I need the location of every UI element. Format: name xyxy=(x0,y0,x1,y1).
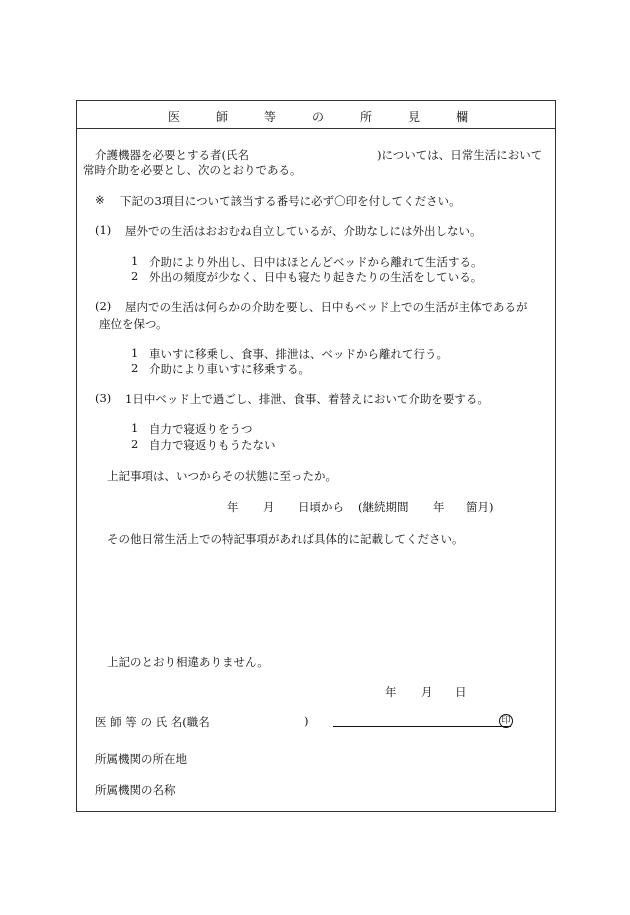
section-2-option-2-text: 介助により車いすに移乗する。 xyxy=(149,362,310,376)
certification-statement: 上記のとおり相違ありません。 xyxy=(107,655,269,669)
doctor-name-label: 医 師 等 の 氏 名(職名 xyxy=(95,715,210,729)
cert-day-label: 日 xyxy=(455,685,467,699)
section-1-option-1-text: 介助により外出し、日中はほとんどベッドから離れて生活する。 xyxy=(149,255,483,269)
section-3-option-1-text: 自力で寝返りをうつ xyxy=(149,422,253,436)
section-3-option-1-number[interactable]: 1 xyxy=(131,421,139,435)
special-notes-prompt: その他日常生活上での特記事項があれば具体的に記載してください。 xyxy=(107,532,464,546)
section-2-option-1-text: 車いすに移乗し、食事、排泄は、ベッドから離れて行う。 xyxy=(149,347,448,361)
intro-line2: 常時介助を必要とし、次のとおりである。 xyxy=(83,163,302,177)
seal-icon: 印 xyxy=(499,714,513,728)
header-char: 見 xyxy=(408,110,421,124)
section-2-option-2-number[interactable]: 2 xyxy=(131,361,139,375)
note-text: 下記の3項目について該当する番号に必ず〇印を付してください。 xyxy=(120,194,461,208)
section-1-text: 屋外での生活はおおむね自立しているが、介助なしには外出しない。 xyxy=(125,224,482,238)
section-2-number: (2) xyxy=(95,299,112,313)
signature-line[interactable] xyxy=(333,726,511,727)
onset-question: 上記事項は、いつからその状態に至ったか。 xyxy=(107,469,337,483)
intro-line1-prefix: 介護機器を必要とする者(氏名 xyxy=(95,148,249,162)
header-char: 師 xyxy=(216,110,229,124)
header-char: 等 xyxy=(264,110,277,124)
header-char: の xyxy=(312,110,325,124)
header-char: 欄 xyxy=(456,110,469,124)
institution-address-label: 所属機関の所在地 xyxy=(95,752,187,766)
form-header xyxy=(77,101,555,129)
onset-year-label: 年 xyxy=(227,500,239,514)
section-3-number: (3) xyxy=(95,391,112,405)
onset-day-label: 日頃から xyxy=(298,500,344,514)
section-1-option-2-number[interactable]: 2 xyxy=(131,269,139,283)
institution-name-label: 所属機関の名称 xyxy=(95,783,176,797)
section-1-option-2-text: 外出の頻度が少なく、日中も寝たり起きたりの生活をしている。 xyxy=(149,270,483,284)
duration-year-label: 年 xyxy=(433,500,445,514)
note-mark: ※ xyxy=(95,193,105,207)
section-2-option-1-number[interactable]: 1 xyxy=(131,346,139,360)
duration-open-label: (継続期間 xyxy=(358,500,409,514)
section-1-option-1-number[interactable]: 1 xyxy=(131,254,139,268)
section-2-text-continued: 座位を保つ。 xyxy=(99,317,168,331)
onset-month-label: 月 xyxy=(263,500,275,514)
cert-month-label: 月 xyxy=(421,685,433,699)
section-3-text: 1日中ベッド上で過ごし、排泄、食事、着替えにおいて介助を要する。 xyxy=(125,392,489,406)
header-char: 所 xyxy=(360,110,373,124)
section-1-number: (1) xyxy=(95,223,112,237)
duration-months-label: 箇月) xyxy=(466,500,494,514)
intro-line1-suffix: )については、日常生活において xyxy=(377,148,543,162)
section-3-option-2-text: 自力で寝返りもうたない xyxy=(149,438,276,452)
physician-opinion-form xyxy=(76,100,556,812)
cert-year-label: 年 xyxy=(385,685,397,699)
header-char: 医 xyxy=(168,110,181,124)
section-3-option-2-number[interactable]: 2 xyxy=(131,437,139,451)
section-2-text: 屋内での生活は何らかの介助を要し、日中もベッド上での生活が主体であるが xyxy=(125,300,528,314)
doctor-name-close: ) xyxy=(304,714,309,728)
